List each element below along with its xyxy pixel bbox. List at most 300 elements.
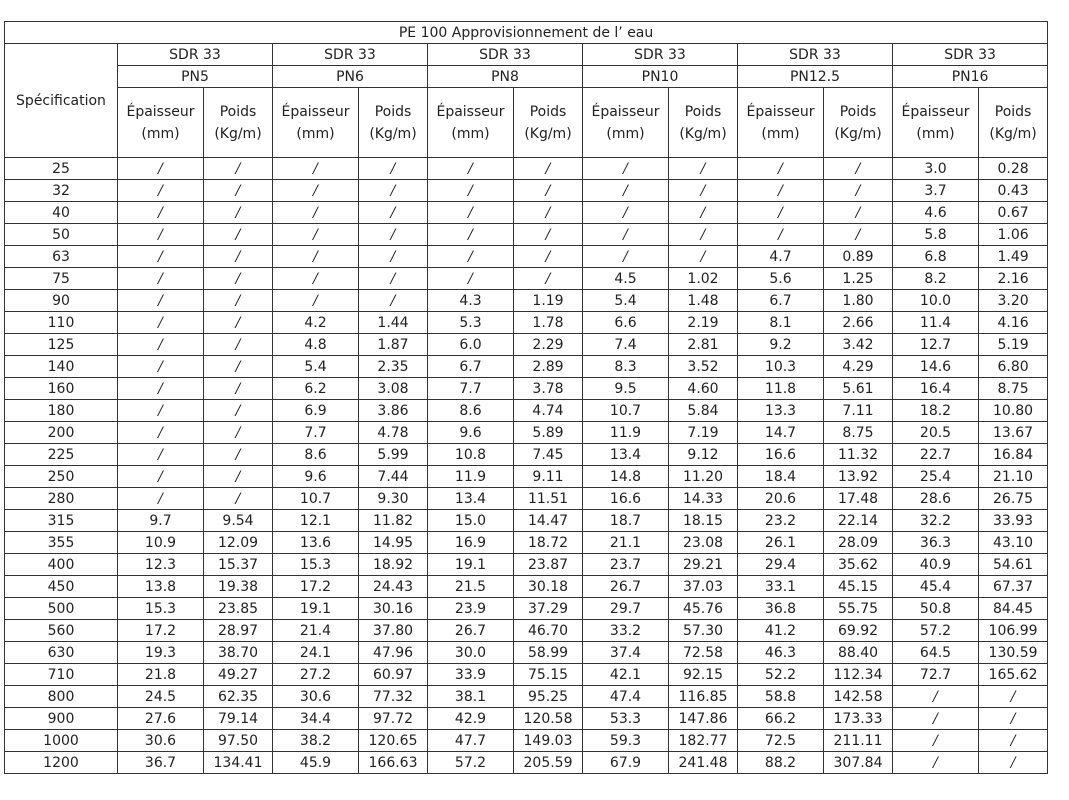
value-cell: /: [204, 224, 273, 246]
value-cell: 97.50: [204, 730, 273, 752]
value-cell: 112.34: [824, 664, 893, 686]
value-cell: 147.86: [669, 708, 738, 730]
spec-cell: 50: [5, 224, 118, 246]
value-cell: /: [118, 488, 204, 510]
value-cell: 5.3: [428, 312, 514, 334]
thickness-header-line: Épaisseur: [746, 103, 815, 120]
value-cell: 4.78: [359, 422, 428, 444]
value-cell: 15.3: [118, 598, 204, 620]
value-cell: 8.75: [824, 422, 893, 444]
value-cell: /: [669, 158, 738, 180]
value-cell: /: [204, 422, 273, 444]
value-cell: 12.7: [893, 334, 979, 356]
value-cell: 211.11: [824, 730, 893, 752]
table-row: [5, 334, 1048, 356]
value-cell: 40.9: [893, 554, 979, 576]
table-body: [5, 158, 1048, 774]
thickness-header-line: (mm): [296, 125, 335, 142]
value-cell: 37.4: [583, 642, 669, 664]
spec-cell: 1000: [5, 730, 118, 752]
value-cell: /: [824, 158, 893, 180]
weight-header-line: (Kg/m): [834, 125, 882, 142]
value-cell: 6.9: [273, 400, 359, 422]
value-cell: 17.2: [273, 576, 359, 598]
pn-header-3: PN10: [583, 66, 738, 88]
weight-header-2: [514, 88, 583, 158]
value-cell: 43.10: [979, 532, 1048, 554]
value-cell: 5.61: [824, 378, 893, 400]
value-cell: 84.45: [979, 598, 1048, 620]
value-cell: /: [669, 246, 738, 268]
table-row: [5, 466, 1048, 488]
value-cell: 4.7: [738, 246, 824, 268]
value-cell: 32.2: [893, 510, 979, 532]
value-cell: 57.2: [428, 752, 514, 774]
value-cell: /: [583, 180, 669, 202]
value-cell: 3.78: [514, 378, 583, 400]
value-cell: 37.29: [514, 598, 583, 620]
value-cell: 23.9: [428, 598, 514, 620]
value-cell: 15.0: [428, 510, 514, 532]
value-cell: 11.20: [669, 466, 738, 488]
value-cell: /: [273, 202, 359, 224]
value-cell: 4.60: [669, 378, 738, 400]
value-cell: 28.6: [893, 488, 979, 510]
value-cell: 22.7: [893, 444, 979, 466]
value-cell: 13.8: [118, 576, 204, 598]
value-cell: 75.15: [514, 664, 583, 686]
value-cell: 53.3: [583, 708, 669, 730]
value-cell: 1.87: [359, 334, 428, 356]
value-cell: /: [359, 246, 428, 268]
value-cell: 30.6: [273, 686, 359, 708]
weight-header-line: Poids: [839, 103, 877, 120]
spec-cell: 125: [5, 334, 118, 356]
value-cell: 0.89: [824, 246, 893, 268]
value-cell: /: [428, 224, 514, 246]
value-cell: 67.37: [979, 576, 1048, 598]
value-cell: 9.7: [118, 510, 204, 532]
value-cell: 33.1: [738, 576, 824, 598]
table-header: [5, 22, 1048, 158]
value-cell: 6.7: [428, 356, 514, 378]
value-cell: 33.9: [428, 664, 514, 686]
value-cell: /: [204, 378, 273, 400]
weight-header-line: Poids: [374, 103, 412, 120]
weight-header-4: [824, 88, 893, 158]
value-cell: 55.75: [824, 598, 893, 620]
value-cell: 18.72: [514, 532, 583, 554]
value-cell: /: [583, 202, 669, 224]
value-cell: /: [204, 158, 273, 180]
value-cell: 13.4: [428, 488, 514, 510]
value-cell: 5.99: [359, 444, 428, 466]
value-cell: 41.2: [738, 620, 824, 642]
value-cell: 1.78: [514, 312, 583, 334]
spec-cell: 1200: [5, 752, 118, 774]
weight-header-line: (Kg/m): [989, 125, 1037, 142]
value-cell: 45.76: [669, 598, 738, 620]
value-cell: /: [204, 400, 273, 422]
weight-header-line: (Kg/m): [524, 125, 572, 142]
value-cell: /: [979, 708, 1048, 730]
value-cell: 7.11: [824, 400, 893, 422]
value-cell: 36.8: [738, 598, 824, 620]
value-cell: 18.4: [738, 466, 824, 488]
value-cell: 77.32: [359, 686, 428, 708]
value-cell: /: [979, 686, 1048, 708]
thickness-header-line: (mm): [761, 125, 800, 142]
value-cell: 79.14: [204, 708, 273, 730]
value-cell: 241.48: [669, 752, 738, 774]
value-cell: 59.3: [583, 730, 669, 752]
thickness-header-line: Épaisseur: [281, 103, 350, 120]
table-row: [5, 532, 1048, 554]
value-cell: 14.95: [359, 532, 428, 554]
value-cell: 7.4: [583, 334, 669, 356]
value-cell: 20.5: [893, 422, 979, 444]
value-cell: 1.02: [669, 268, 738, 290]
value-cell: 9.11: [514, 466, 583, 488]
weight-header-line: (Kg/m): [679, 125, 727, 142]
value-cell: 10.0: [893, 290, 979, 312]
value-cell: 15.37: [204, 554, 273, 576]
value-cell: 3.08: [359, 378, 428, 400]
table-row: [5, 268, 1048, 290]
value-cell: 8.6: [273, 444, 359, 466]
value-cell: 106.99: [979, 620, 1048, 642]
thickness-header-line: Épaisseur: [126, 103, 195, 120]
value-cell: 3.0: [893, 158, 979, 180]
value-cell: 7.44: [359, 466, 428, 488]
value-cell: 23.87: [514, 554, 583, 576]
value-cell: 0.67: [979, 202, 1048, 224]
spec-cell: 110: [5, 312, 118, 334]
value-cell: 14.7: [738, 422, 824, 444]
weight-header-line: Poids: [684, 103, 722, 120]
value-cell: 1.48: [669, 290, 738, 312]
value-cell: 26.7: [583, 576, 669, 598]
value-cell: 21.10: [979, 466, 1048, 488]
value-cell: 1.80: [824, 290, 893, 312]
pn-header-row: [5, 66, 1048, 88]
pe100-spec-sheet: [4, 21, 1048, 774]
value-cell: 28.09: [824, 532, 893, 554]
value-cell: 10.7: [583, 400, 669, 422]
spec-cell: 315: [5, 510, 118, 532]
value-cell: 13.67: [979, 422, 1048, 444]
thickness-header-1: [273, 88, 359, 158]
sdr-header-5: SDR 33: [893, 44, 1048, 66]
value-cell: /: [669, 180, 738, 202]
value-cell: 0.43: [979, 180, 1048, 202]
pn-header-2: PN8: [428, 66, 583, 88]
value-cell: 11.82: [359, 510, 428, 532]
value-cell: /: [583, 224, 669, 246]
weight-header-5: [979, 88, 1048, 158]
value-cell: /: [118, 312, 204, 334]
value-cell: 47.7: [428, 730, 514, 752]
value-cell: 30.0: [428, 642, 514, 664]
value-cell: 10.3: [738, 356, 824, 378]
spec-cell: 355: [5, 532, 118, 554]
value-cell: 4.74: [514, 400, 583, 422]
value-cell: 58.99: [514, 642, 583, 664]
value-cell: 46.70: [514, 620, 583, 642]
value-cell: 4.29: [824, 356, 893, 378]
spec-cell: 250: [5, 466, 118, 488]
table-row: [5, 708, 1048, 730]
spec-cell: 90: [5, 290, 118, 312]
value-cell: 38.70: [204, 642, 273, 664]
value-cell: 0.28: [979, 158, 1048, 180]
value-cell: /: [359, 224, 428, 246]
value-cell: 10.8: [428, 444, 514, 466]
value-cell: 27.6: [118, 708, 204, 730]
value-cell: 1.49: [979, 246, 1048, 268]
value-cell: 21.5: [428, 576, 514, 598]
spec-cell: 75: [5, 268, 118, 290]
value-cell: /: [669, 202, 738, 224]
value-cell: 14.47: [514, 510, 583, 532]
sdr-header-0: SDR 33: [118, 44, 273, 66]
value-cell: 26.75: [979, 488, 1048, 510]
value-cell: /: [893, 708, 979, 730]
value-cell: /: [273, 224, 359, 246]
value-cell: 7.45: [514, 444, 583, 466]
weight-header-line: Poids: [219, 103, 257, 120]
pe100-spec-table: [4, 21, 1048, 774]
value-cell: 16.6: [738, 444, 824, 466]
value-cell: 4.8: [273, 334, 359, 356]
value-cell: /: [273, 158, 359, 180]
thickness-header-4: [738, 88, 824, 158]
spec-cell: 280: [5, 488, 118, 510]
value-cell: 14.6: [893, 356, 979, 378]
value-cell: /: [273, 246, 359, 268]
value-cell: 21.1: [583, 532, 669, 554]
value-cell: /: [204, 268, 273, 290]
value-cell: /: [204, 356, 273, 378]
spec-cell: 200: [5, 422, 118, 444]
thickness-header-line: Épaisseur: [901, 103, 970, 120]
value-cell: 23.7: [583, 554, 669, 576]
value-cell: /: [359, 290, 428, 312]
value-cell: 38.2: [273, 730, 359, 752]
spec-cell: 630: [5, 642, 118, 664]
value-cell: 8.75: [979, 378, 1048, 400]
value-cell: /: [118, 444, 204, 466]
weight-header-1: [359, 88, 428, 158]
value-cell: /: [738, 158, 824, 180]
value-cell: 17.48: [824, 488, 893, 510]
value-cell: 45.9: [273, 752, 359, 774]
value-cell: 4.6: [893, 202, 979, 224]
value-cell: 2.16: [979, 268, 1048, 290]
value-cell: 9.54: [204, 510, 273, 532]
value-cell: /: [669, 224, 738, 246]
table-row: [5, 312, 1048, 334]
value-cell: 21.8: [118, 664, 204, 686]
value-cell: /: [428, 202, 514, 224]
table-row: [5, 202, 1048, 224]
spec-cell: 32: [5, 180, 118, 202]
value-cell: 7.7: [273, 422, 359, 444]
value-cell: 18.92: [359, 554, 428, 576]
table-row: [5, 730, 1048, 752]
thickness-header-3: [583, 88, 669, 158]
value-cell: 2.35: [359, 356, 428, 378]
sdr-header-2: SDR 33: [428, 44, 583, 66]
value-cell: /: [428, 246, 514, 268]
spec-cell: 180: [5, 400, 118, 422]
pn-header-1: PN6: [273, 66, 428, 88]
value-cell: 19.38: [204, 576, 273, 598]
value-cell: 64.5: [893, 642, 979, 664]
value-cell: 10.80: [979, 400, 1048, 422]
weight-header-0: [204, 88, 273, 158]
table-row: [5, 400, 1048, 422]
table-row: [5, 620, 1048, 642]
value-cell: 19.3: [118, 642, 204, 664]
table-row: [5, 598, 1048, 620]
value-cell: 1.19: [514, 290, 583, 312]
sub-header-row: [5, 88, 1048, 158]
spec-cell: 450: [5, 576, 118, 598]
table-row: [5, 290, 1048, 312]
value-cell: 16.4: [893, 378, 979, 400]
value-cell: 18.15: [669, 510, 738, 532]
value-cell: /: [514, 246, 583, 268]
value-cell: /: [273, 180, 359, 202]
value-cell: 50.8: [893, 598, 979, 620]
table-row: [5, 642, 1048, 664]
value-cell: 66.2: [738, 708, 824, 730]
value-cell: 30.18: [514, 576, 583, 598]
value-cell: 6.2: [273, 378, 359, 400]
spec-cell: 63: [5, 246, 118, 268]
spec-cell: 500: [5, 598, 118, 620]
table-row: [5, 180, 1048, 202]
table-row: [5, 356, 1048, 378]
value-cell: 1.06: [979, 224, 1048, 246]
thickness-header-0: [118, 88, 204, 158]
value-cell: 5.84: [669, 400, 738, 422]
value-cell: 92.15: [669, 664, 738, 686]
value-cell: /: [118, 180, 204, 202]
value-cell: 16.84: [979, 444, 1048, 466]
value-cell: 29.7: [583, 598, 669, 620]
value-cell: 57.2: [893, 620, 979, 642]
value-cell: /: [118, 268, 204, 290]
value-cell: /: [204, 290, 273, 312]
value-cell: 11.9: [428, 466, 514, 488]
value-cell: /: [514, 268, 583, 290]
value-cell: 8.2: [893, 268, 979, 290]
value-cell: 13.3: [738, 400, 824, 422]
value-cell: 11.51: [514, 488, 583, 510]
value-cell: /: [824, 180, 893, 202]
spec-cell: 800: [5, 686, 118, 708]
value-cell: /: [893, 686, 979, 708]
sdr-header-row: [5, 44, 1048, 66]
value-cell: 33.93: [979, 510, 1048, 532]
spec-cell: 400: [5, 554, 118, 576]
value-cell: 95.25: [514, 686, 583, 708]
value-cell: 3.7: [893, 180, 979, 202]
value-cell: 3.86: [359, 400, 428, 422]
table-row: [5, 488, 1048, 510]
value-cell: 13.92: [824, 466, 893, 488]
value-cell: 142.58: [824, 686, 893, 708]
value-cell: 47.4: [583, 686, 669, 708]
value-cell: /: [824, 224, 893, 246]
value-cell: 45.4: [893, 576, 979, 598]
value-cell: /: [273, 290, 359, 312]
value-cell: 42.1: [583, 664, 669, 686]
value-cell: 120.65: [359, 730, 428, 752]
table-row: [5, 224, 1048, 246]
value-cell: /: [979, 752, 1048, 774]
table-row: [5, 664, 1048, 686]
value-cell: 205.59: [514, 752, 583, 774]
value-cell: 12.3: [118, 554, 204, 576]
value-cell: 14.8: [583, 466, 669, 488]
spec-cell: 225: [5, 444, 118, 466]
thickness-header-line: (mm): [451, 125, 490, 142]
value-cell: /: [118, 246, 204, 268]
value-cell: 72.5: [738, 730, 824, 752]
value-cell: /: [118, 334, 204, 356]
spec-cell: 710: [5, 664, 118, 686]
value-cell: 2.19: [669, 312, 738, 334]
value-cell: 1.44: [359, 312, 428, 334]
value-cell: /: [273, 268, 359, 290]
table-row: [5, 444, 1048, 466]
value-cell: 35.62: [824, 554, 893, 576]
value-cell: 22.14: [824, 510, 893, 532]
value-cell: 130.59: [979, 642, 1048, 664]
sdr-header-3: SDR 33: [583, 44, 738, 66]
value-cell: 26.7: [428, 620, 514, 642]
value-cell: 7.7: [428, 378, 514, 400]
value-cell: /: [118, 466, 204, 488]
value-cell: 37.03: [669, 576, 738, 598]
value-cell: /: [118, 400, 204, 422]
value-cell: 5.8: [893, 224, 979, 246]
value-cell: 60.97: [359, 664, 428, 686]
thickness-header-5: [893, 88, 979, 158]
table-row: [5, 422, 1048, 444]
value-cell: 10.9: [118, 532, 204, 554]
value-cell: /: [738, 202, 824, 224]
spec-column-header: Spécification: [5, 44, 118, 158]
value-cell: 36.7: [118, 752, 204, 774]
value-cell: 24.5: [118, 686, 204, 708]
value-cell: 7.19: [669, 422, 738, 444]
value-cell: 72.7: [893, 664, 979, 686]
value-cell: /: [118, 356, 204, 378]
value-cell: /: [893, 730, 979, 752]
value-cell: 116.85: [669, 686, 738, 708]
table-title: PE 100 Approvisionnement de l’ eau: [5, 22, 1048, 44]
value-cell: 8.3: [583, 356, 669, 378]
value-cell: 38.1: [428, 686, 514, 708]
value-cell: 24.43: [359, 576, 428, 598]
sdr-header-4: SDR 33: [738, 44, 893, 66]
value-cell: 6.0: [428, 334, 514, 356]
value-cell: 57.30: [669, 620, 738, 642]
